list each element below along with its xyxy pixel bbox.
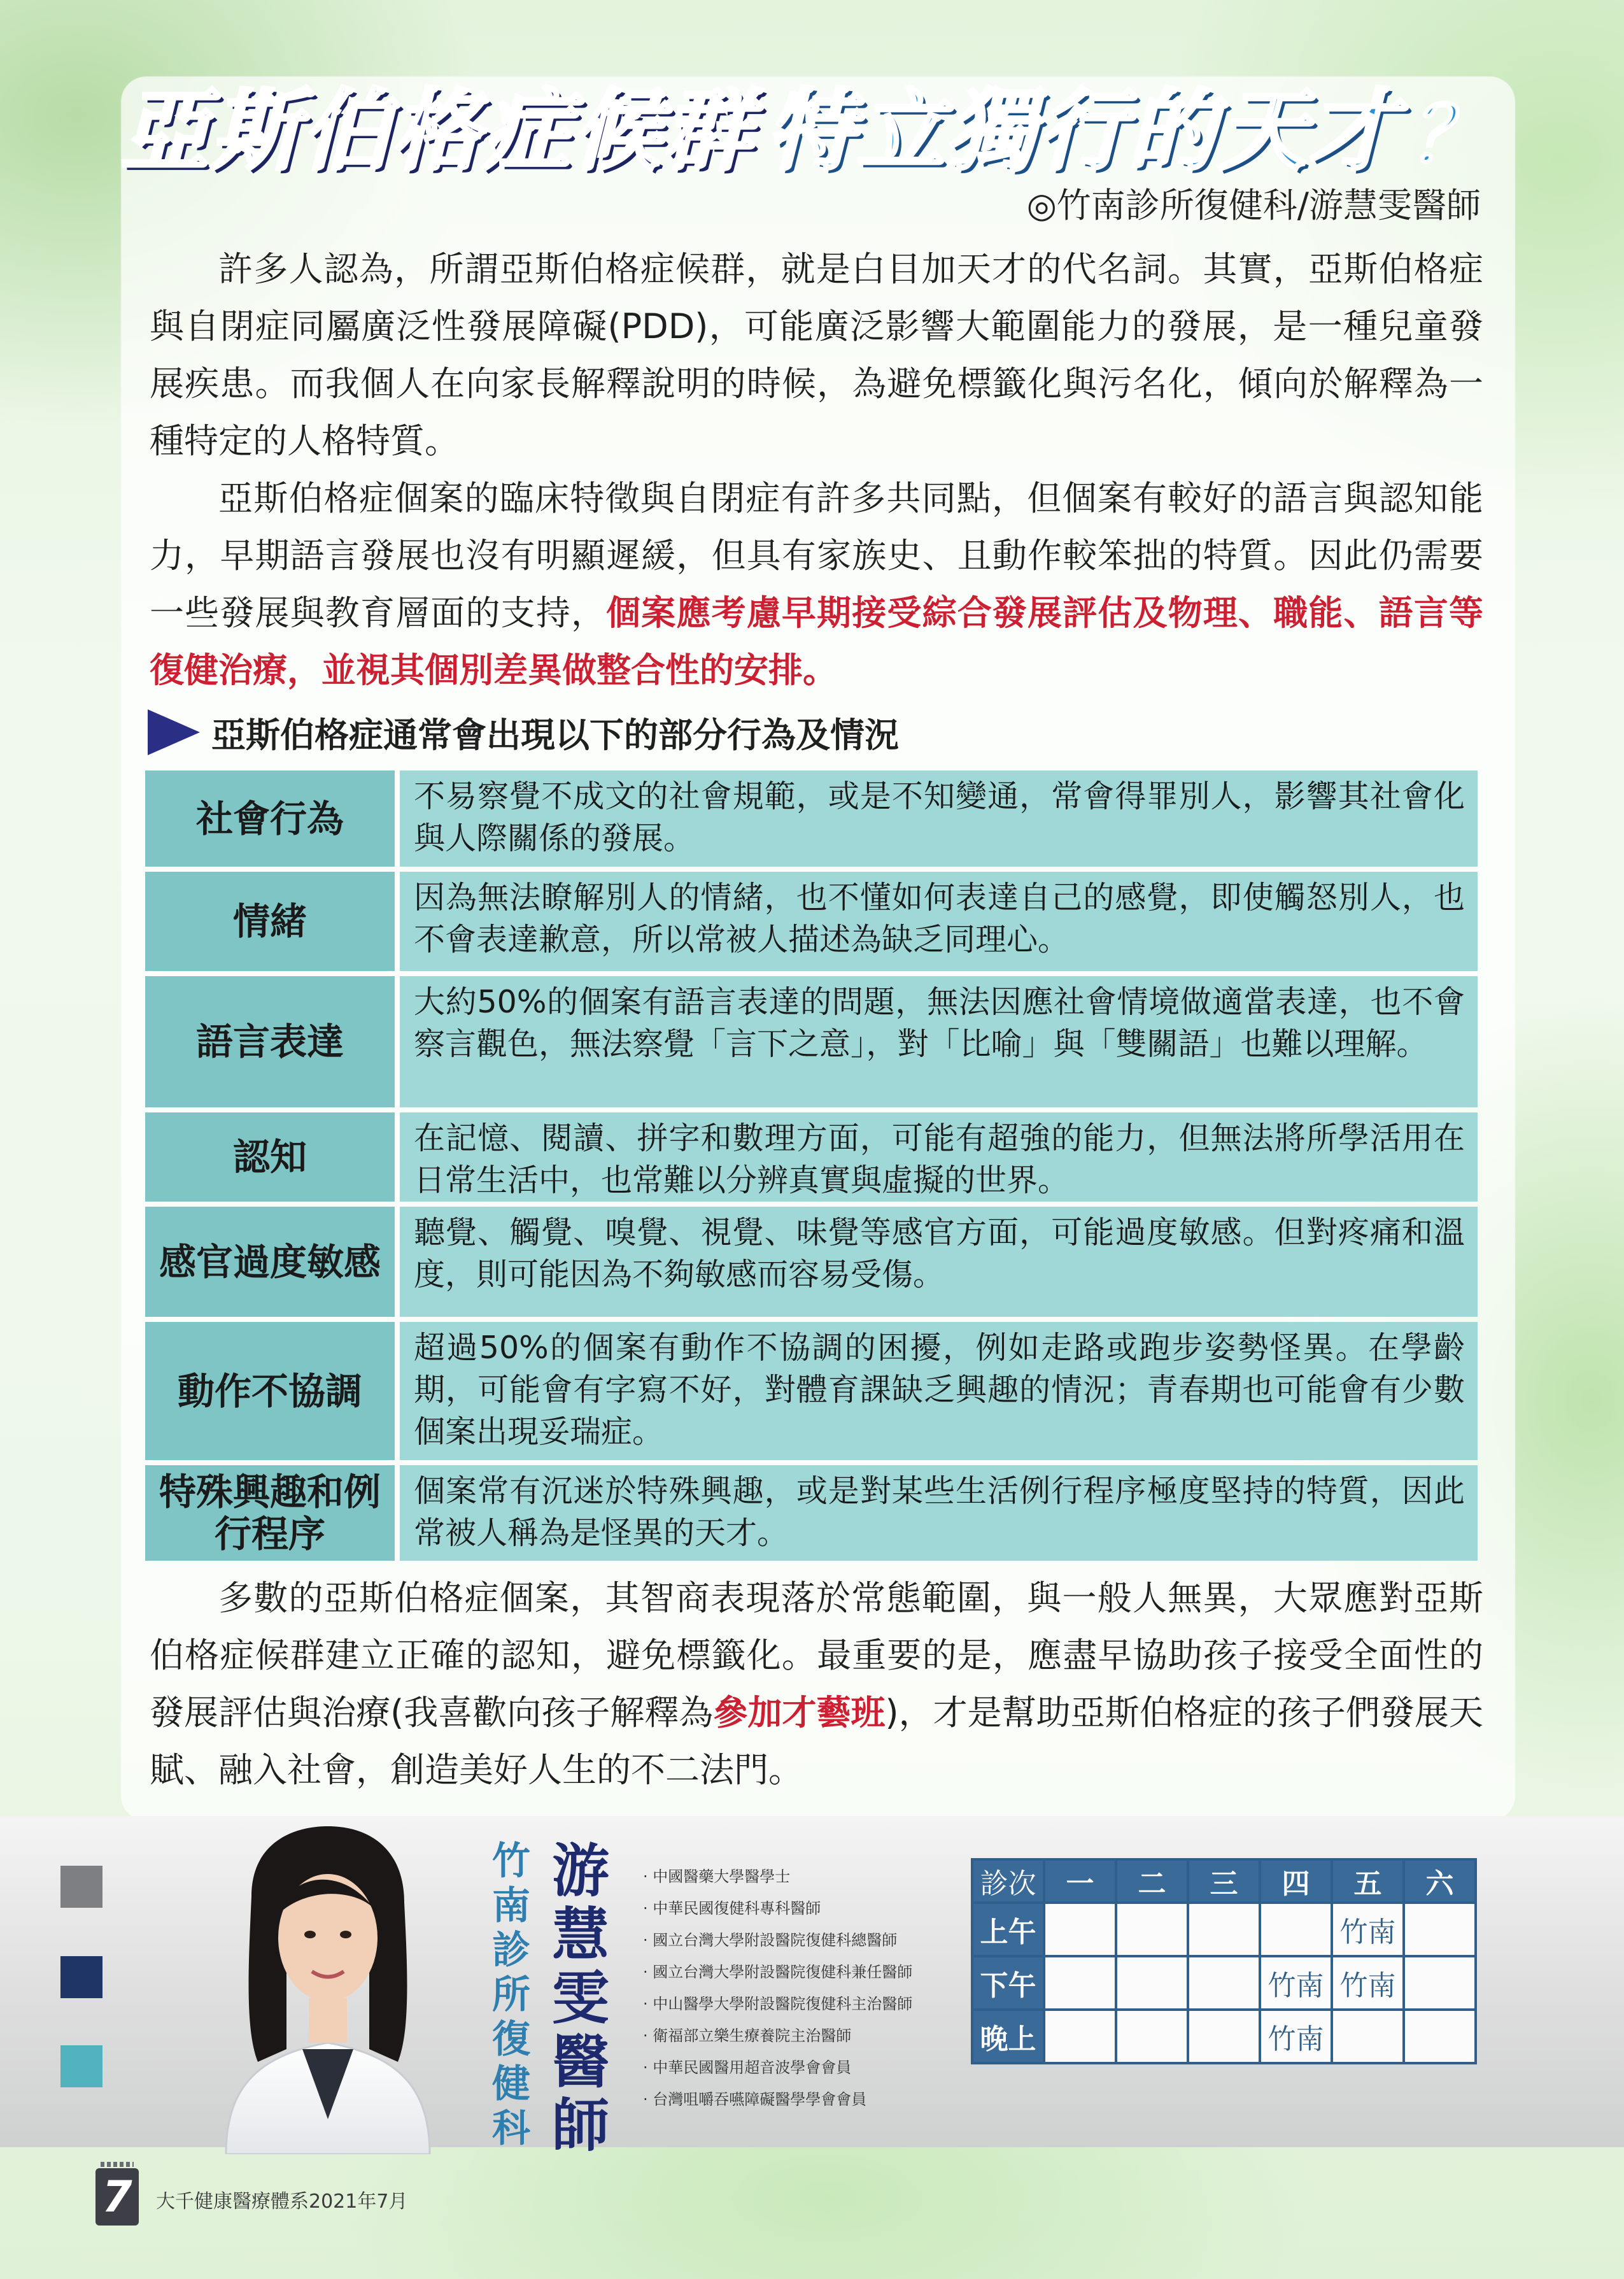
list-item: · 國立台灣大學附設醫院復健科總醫師 [643, 1924, 912, 1956]
schedule-cell: 竹南 [1260, 2010, 1332, 2063]
behavior-description: 不易察覺不成文的社會規範，或是不知變通，常會得罪別人，影響其社會化與人際關係的發展。 [400, 770, 1478, 867]
table-row [145, 1112, 1478, 1202]
byline: ◎竹南診所復健科/游慧雯醫師 [1026, 185, 1481, 225]
schedule-cell [1044, 1903, 1116, 1956]
schedule-day: 二 [1116, 1859, 1188, 1903]
schedule-session: 上午 [972, 1903, 1044, 1956]
schedule-day: 五 [1332, 1859, 1404, 1903]
behavior-category: 動作不協調 [145, 1322, 395, 1460]
behavior-description: 大約50%的個案有語言表達的問題，無法因應社會情境做適當表達，也不會察言觀色，無法察覺「言下之意」，對「比喻」與「雙關語」也難以理解。 [400, 976, 1478, 1107]
conclusion-paragraph [150, 1570, 1483, 1799]
triangle-arrow-icon [148, 709, 200, 755]
behavior-description: 因為無法瞭解別人的情緒，也不懂如何表達自己的感覺，即使觸怒別人，也不會表達歉意，所以常被人描述為缺乏同理心。 [400, 872, 1478, 971]
schedule-day: 四 [1260, 1859, 1332, 1903]
title-part2: 特立獨行的天才 [766, 80, 1400, 182]
section-heading-text: 亞斯伯格症通常會出現以下的部分行為及情況 [211, 714, 899, 755]
color-swatch-teal [60, 2045, 102, 2087]
schedule-cell: 竹南 [1332, 1956, 1404, 2010]
schedule-cell [1260, 1903, 1332, 1956]
list-item: · 中山醫學大學附設醫院復健科主治醫師 [643, 1988, 912, 2020]
list-item: · 國立台灣大學附設醫院復健科兼任醫師 [643, 1956, 912, 1988]
title-question-mark: ？ [1411, 91, 1490, 180]
behavior-category: 情緒 [145, 872, 395, 971]
schedule-cell [1404, 2010, 1476, 2063]
behavior-category: 語言表達 [145, 976, 395, 1107]
schedule-cell [1188, 2010, 1260, 2063]
paragraph-3-text-end: )，才是幫助亞斯伯格症的孩子們發展天賦、融入社會，創造美好人生的不二法門。 [150, 1693, 1483, 1790]
behavior-description: 超過50%的個案有動作不協調的困擾，例如走路或跑步姿勢怪異。在學齡期，可能會有字寫不好，對體育課缺乏興趣的情況；青春期也可能會有少數個案出現妥瑞症。 [400, 1322, 1478, 1460]
features-paragraph [150, 470, 1483, 699]
behavior-category: 認知 [145, 1112, 395, 1202]
title-part1: 亞斯伯格症候群 [121, 80, 754, 182]
list-item: · 衛福部立樂生療養院主治醫師 [643, 2020, 912, 2052]
schedule-cell [1188, 1903, 1260, 1956]
list-item: · 中華民國復健科專科醫師 [643, 1892, 912, 1924]
schedule-corner: 診次 [972, 1859, 1044, 1903]
schedule-cell [1116, 1903, 1188, 1956]
table-row [145, 1465, 1478, 1561]
schedule-cell [1332, 2010, 1404, 2063]
schedule-cell [1116, 2010, 1188, 2063]
paragraph-2 [150, 470, 1483, 699]
schedule-cell: 竹南 [1332, 1903, 1404, 1956]
color-swatch-navy [60, 1956, 102, 1998]
clinic-schedule-table [971, 1858, 1477, 2064]
paragraph-2-highlight: 個案應考慮早期接受綜合發展評估及物理、職能、語言等復健治療，並視其個別差異做整合性的安排。 [150, 593, 1483, 690]
behavior-category: 社會行為 [145, 770, 395, 867]
paragraph-3-text: 多數的亞斯伯格症個案，其智商表現落於常態範圍，與一般人無異，大眾應對亞斯伯格症候群建立正確的認知，避免標籤化。最重要的是，應盡早協助孩子接受全面性的發展評估與治療(我喜歡向孩子解釋為 [150, 1578, 1483, 1733]
intro-paragraph [150, 241, 1483, 470]
publication-info: 大千健康醫療體系2021年7月 [156, 2190, 408, 2213]
behavior-description: 個案常有沉迷於特殊興趣，或是對某些生活例行程序極度堅持的特質，因此常被人稱為是怪異的天才。 [400, 1465, 1478, 1561]
table-row [145, 770, 1478, 867]
paragraph-2-text: 亞斯伯格症個案的臨床特徵與自閉症有許多共同點，但個案有較好的語言與認知能力，早期語言發展也沒有明顯遲緩，但具有家族史、且動作較笨拙的特質。因此仍需要一些發展與教育層面的支持， [150, 478, 1483, 633]
schedule-session: 下午 [972, 1956, 1044, 2010]
table-row [145, 872, 1478, 971]
schedule-cell [1188, 1956, 1260, 2010]
doctor-photo [188, 1820, 468, 2154]
behavior-category: 特殊興趣和例行程序 [145, 1465, 395, 1561]
table-row [145, 1207, 1478, 1317]
schedule-row [972, 1956, 1476, 2010]
schedule-day: 六 [1404, 1859, 1476, 1903]
list-item: · 中華民國醫用超音波學會會員 [643, 2052, 912, 2084]
paragraph-1: 許多人認為，所謂亞斯伯格症候群，就是白目加天才的代名詞。其實，亞斯伯格症與自閉症同屬廣泛性發展障礙(PDD)，可能廣泛影響大範圍能力的發展，是一種兒童發展疾患。而我個人在向家長解釋說明的時候，為避免標籤化與污名化，傾向於解釋為一種特定的人格特質。 [150, 249, 1483, 461]
behavior-table [145, 770, 1478, 1566]
schedule-cell [1404, 1903, 1476, 1956]
doctor-name: 游慧雯醫師 [542, 1840, 609, 2159]
schedule-row [972, 1903, 1476, 1956]
behavior-description: 在記憶、閱讀、拼字和數理方面，可能有超強的能力，但無法將所學活用在日常生活中，也常難以分辨真實與虛擬的世界。 [400, 1112, 1478, 1202]
schedule-session: 晚上 [972, 2010, 1044, 2063]
behavior-category: 感官過度敏感 [145, 1207, 395, 1317]
schedule-cell [1044, 1956, 1116, 2010]
section-heading [148, 707, 899, 758]
schedule-day: 三 [1188, 1859, 1260, 1903]
schedule-row [972, 2010, 1476, 2063]
schedule-cell [1404, 1956, 1476, 2010]
page-number: 7 [95, 2168, 139, 2226]
schedule-header-row [972, 1859, 1476, 1903]
credentials-list [643, 1861, 912, 2115]
color-swatch-gray [60, 1866, 102, 1908]
paragraph-3 [150, 1570, 1483, 1799]
table-row [145, 976, 1478, 1107]
schedule-day: 一 [1044, 1859, 1116, 1903]
page-title [121, 60, 1490, 182]
doctor-clinic: 竹南診所復健科 [486, 1840, 530, 2152]
behavior-description: 聽覺、觸覺、嗅覺、視覺、味覺等感官方面，可能過度敏感。但對疼痛和溫度，則可能因為不夠敏感而容易受傷。 [400, 1207, 1478, 1317]
list-item: · 台灣咀嚼吞嚥障礙醫學學會會員 [643, 2084, 912, 2115]
paragraph-3-highlight: 參加才藝班 [713, 1693, 886, 1733]
table-row [145, 1322, 1478, 1460]
schedule-cell: 竹南 [1260, 1956, 1332, 2010]
list-item: · 中國醫藥大學醫學士 [643, 1861, 912, 1892]
schedule-cell [1116, 1956, 1188, 2010]
schedule-cell [1044, 2010, 1116, 2063]
